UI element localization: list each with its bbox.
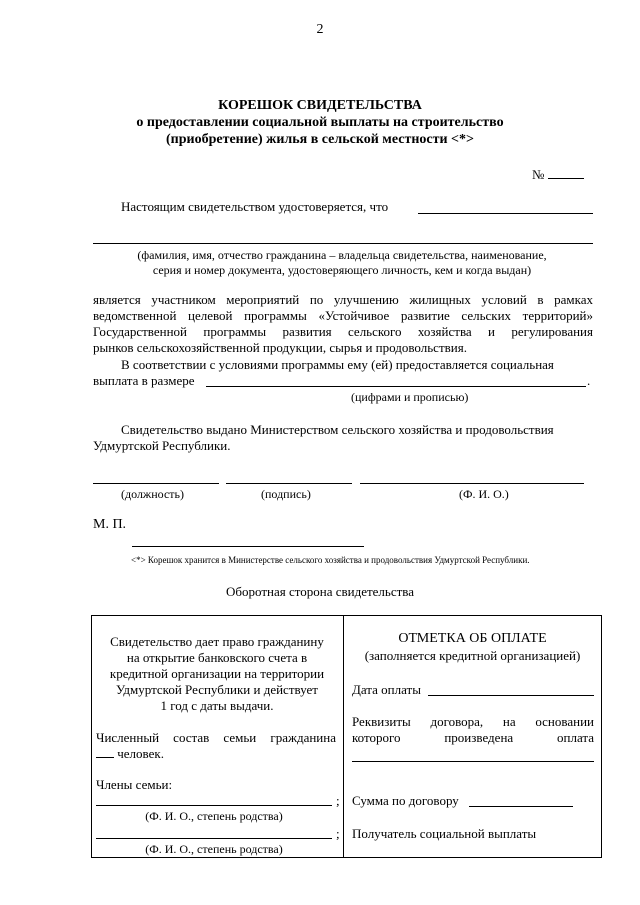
contract-details-line-1: Реквизиты договора, на основании bbox=[352, 714, 594, 729]
name-caption: (Ф. И. О.) bbox=[459, 487, 509, 501]
rights-line-2: на открытие банковского счета в bbox=[126, 650, 308, 665]
rights-line-5: 1 год с даты выдачи. bbox=[160, 698, 274, 713]
certificate-number bbox=[532, 167, 584, 183]
heading-line-1: КОРЕШОК СВИДЕТЕЛЬСТВА bbox=[218, 98, 422, 113]
participant-paragraph bbox=[93, 292, 593, 356]
member-caption-1: (Ф. И. О., степень родства) bbox=[145, 809, 283, 823]
footnote-mark: <*> bbox=[131, 555, 146, 565]
reverse-heading: Оборотная сторона свидетельства bbox=[225, 584, 415, 599]
heading-line-2: о предоставлении социальной выплаты на строительство bbox=[136, 115, 504, 130]
position-field[interactable] bbox=[93, 483, 219, 484]
number-label: № bbox=[532, 167, 545, 182]
contract-details-line-2: которого произведена оплата bbox=[352, 730, 594, 745]
family-size-field[interactable] bbox=[96, 757, 114, 758]
payment-line-1: В соответствии с условиями программы ему (ей) предоставляется социальная bbox=[121, 357, 554, 372]
participant-line-2: ведомственной целевой программы «Устойчивое развитие сельских территорий» bbox=[93, 308, 593, 323]
rights-text bbox=[92, 634, 342, 714]
name-field[interactable] bbox=[360, 483, 584, 484]
participant-line-4: рынков сельскохозяйственной продукции, сырья и продовольствия. bbox=[93, 340, 467, 355]
family-size-line-2 bbox=[96, 746, 164, 762]
seal-label: М. П. bbox=[93, 517, 127, 532]
holder-caption-line-2: серия и номер документа, удостоверяющего личность, кем и когда выдан) bbox=[152, 263, 532, 277]
rights-line-3: кредитной организации на территории bbox=[109, 666, 325, 681]
heading-line-3: (приобретение) жилья в сельской местности <*> bbox=[166, 132, 474, 147]
payment-mark-title: ОТМЕТКА ОБ ОПЛАТЕ bbox=[398, 631, 547, 646]
issued-line-1: Свидетельство выдано Министерством сельского хозяйства и продовольствия bbox=[121, 422, 554, 437]
certify-text: Настоящим свидетельством удостоверяется, что bbox=[121, 199, 389, 214]
signature-caption: (подпись) bbox=[261, 487, 311, 501]
payment-line-2: выплата в размере bbox=[93, 373, 195, 388]
member-field-1[interactable] bbox=[96, 805, 332, 806]
payment-caption: (цифрами и прописью) bbox=[351, 390, 469, 404]
participant-line-1: является участником мероприятий по улучшению жилищных условий в рамках bbox=[93, 292, 593, 307]
member-separator-2: ; bbox=[336, 826, 340, 841]
position-caption: (должность) bbox=[121, 487, 184, 501]
footnote-divider bbox=[132, 546, 364, 547]
holder-field-2[interactable] bbox=[93, 243, 593, 244]
rights-line-1: Свидетельство дает право гражданину bbox=[110, 634, 324, 649]
payment-date-field[interactable] bbox=[428, 695, 594, 696]
footnote bbox=[131, 555, 530, 565]
member-caption-2: (Ф. И. О., степень родства) bbox=[145, 842, 283, 856]
rights-line-4: Удмуртской Республики и действует bbox=[116, 682, 318, 697]
family-size-line-1: Численный состав семьи гражданина bbox=[96, 730, 336, 745]
family-size-unit: человек. bbox=[117, 746, 164, 761]
signature-field[interactable] bbox=[226, 483, 352, 484]
page-number: 2 bbox=[316, 22, 324, 37]
number-field[interactable] bbox=[548, 178, 584, 179]
footnote-text: Корешок хранится в Министерстве сельского хозяйства и продовольствия Удмуртской Республики. bbox=[147, 555, 530, 565]
member-separator-1: ; bbox=[336, 793, 340, 808]
members-label: Члены семьи: bbox=[96, 777, 173, 792]
payment-end: . bbox=[587, 373, 591, 388]
payment-amount-field[interactable] bbox=[206, 386, 586, 387]
holder-caption-line-1: (фамилия, имя, отчество гражданина – владельца свидетельства, наименование, bbox=[137, 248, 547, 262]
contract-sum-field[interactable] bbox=[469, 806, 573, 807]
contract-details-field[interactable] bbox=[352, 761, 594, 762]
member-field-2[interactable] bbox=[96, 838, 332, 839]
payment-mark-subtitle: (заполняется кредитной организацией) bbox=[364, 648, 581, 663]
payment-date-label: Дата оплаты bbox=[352, 682, 421, 697]
holder-caption bbox=[91, 248, 593, 278]
issued-line-2: Удмуртской Республики. bbox=[93, 438, 231, 453]
recipient-label: Получатель социальной выплаты bbox=[352, 826, 537, 841]
holder-field-1[interactable] bbox=[418, 213, 593, 214]
contract-sum-label: Сумма по договору bbox=[352, 793, 459, 808]
participant-line-3: Государственной программы развития сельского хозяйства и регулирования bbox=[93, 324, 593, 339]
